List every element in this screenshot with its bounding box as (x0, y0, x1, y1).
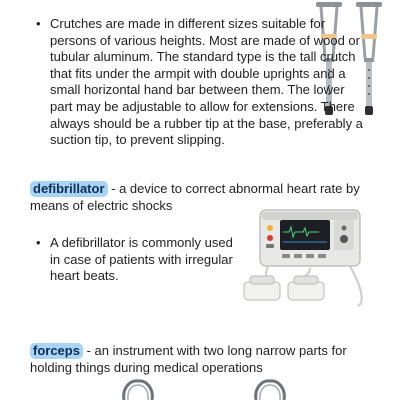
forceps-meaning: - an instrument with two long narrow parts for holding things during medical operations (30, 343, 347, 375)
forceps-image-left (118, 378, 158, 400)
crutches-bullet-item (36, 16, 366, 149)
forceps-definition (30, 343, 375, 376)
bullet-marker: • (36, 16, 41, 31)
crutches-description: Crutches are made in different sizes suitable for persons of various heights. Most are made of wood or tubular aluminum. The standard type is the tall crutch that fits under the armpit with double uprights and a small horizontal hand bar between them. The lower part may be adjustable to allow for extensions. There always should be a rubber tip at the base, preferably a suction tip, to prevent slipping. (50, 16, 363, 148)
bullet-marker: • (36, 235, 41, 250)
forceps-term: forceps (30, 343, 83, 359)
forceps-image-right (250, 378, 290, 400)
defibrillator-bullet-item (36, 235, 236, 285)
defibrillator-description: A defibrillator is commonly used in case of patients with irregular heart beats. (50, 235, 233, 284)
defibrillator-image (240, 206, 370, 316)
defibrillator-meaning: - a device to correct abnormal heart rate by means of electric shocks (30, 181, 360, 213)
defibrillator-term: defibrillator (30, 181, 108, 197)
